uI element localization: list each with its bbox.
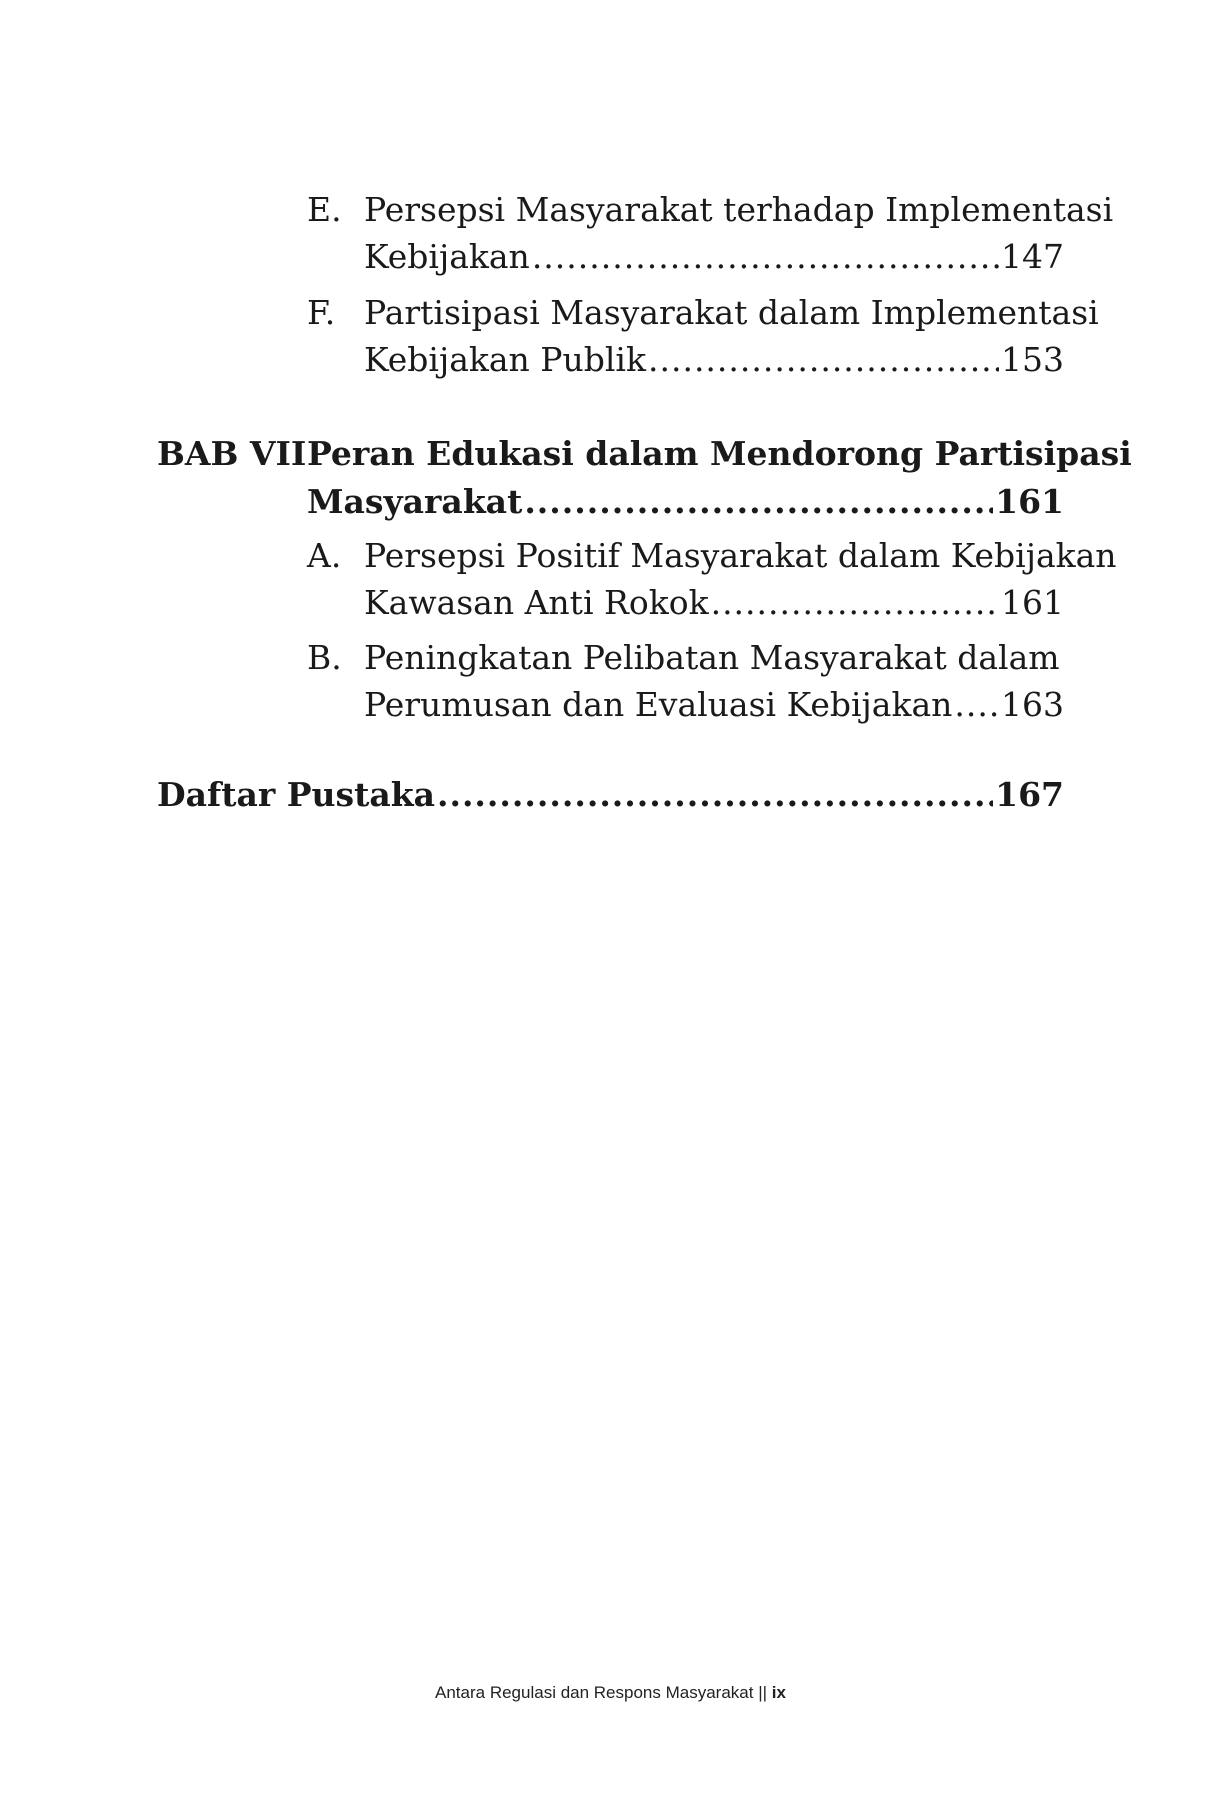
toc-entry-b-line2[interactable] — [364, 685, 1064, 725]
chapter-7-title-line1: Peran Edukasi dalam Mendorong Partisipasi — [307, 434, 1132, 473]
chapter-7-title-line2: Masyarakat — [307, 482, 523, 521]
toc-entry-f-line2[interactable] — [364, 340, 1064, 380]
bibliography-page: 167 — [995, 775, 1064, 814]
dot-leader — [437, 775, 993, 815]
bibliography-label: Daftar Pustaka — [157, 775, 435, 814]
toc-entry-b-title-line2: Perumusan dan Evaluasi Kebijakan — [364, 685, 953, 724]
dot-leader — [532, 237, 999, 277]
toc-entry-e-line2[interactable] — [364, 237, 1064, 277]
dot-leader — [648, 340, 999, 380]
toc-entry-a-letter: A. — [307, 536, 342, 575]
toc-entry-b-page: 163 — [1001, 685, 1064, 724]
toc-entry-f-letter: F. — [307, 293, 336, 332]
toc-entry-a-title-line2: Kawasan Anti Rokok — [364, 583, 709, 622]
toc-entry-b-letter: B. — [307, 638, 342, 677]
chapter-7-line2[interactable] — [307, 482, 1064, 522]
page-footer — [0, 1683, 1221, 1703]
toc-entry-a-title-line1: Persepsi Positif Masyarakat dalam Kebijakan — [364, 536, 1117, 575]
toc-entry-e-letter: E. — [307, 190, 342, 229]
chapter-7-label: BAB VII — [157, 434, 307, 473]
bibliography-entry[interactable] — [157, 775, 1064, 815]
chapter-7-page: 161 — [995, 482, 1064, 521]
toc-entry-f-title-line2: Kebijakan Publik — [364, 340, 646, 379]
toc-entry-f-page: 153 — [1001, 340, 1064, 379]
footer-book-title: Antara Regulasi dan Respons Masyarakat — [435, 1683, 754, 1702]
toc-entry-e-page: 147 — [1001, 237, 1064, 276]
dot-leader — [524, 482, 993, 522]
footer-separator: || — [758, 1683, 768, 1702]
toc-entry-a-line2[interactable] — [364, 583, 1064, 623]
dot-leader — [954, 685, 999, 725]
toc-entry-f-title-line1: Partisipasi Masyarakat dalam Implementasi — [364, 293, 1099, 332]
toc-entry-e-title-line2: Kebijakan — [364, 237, 530, 276]
toc-entry-b-title-line1: Peningkatan Pelibatan Masyarakat dalam — [364, 638, 1060, 677]
footer-page-number: ix — [771, 1683, 786, 1702]
toc-entry-a-page: 161 — [1001, 583, 1064, 622]
dot-leader — [711, 583, 999, 623]
toc-entry-e-title-line1: Persepsi Masyarakat terhadap Implementasi — [364, 190, 1114, 229]
